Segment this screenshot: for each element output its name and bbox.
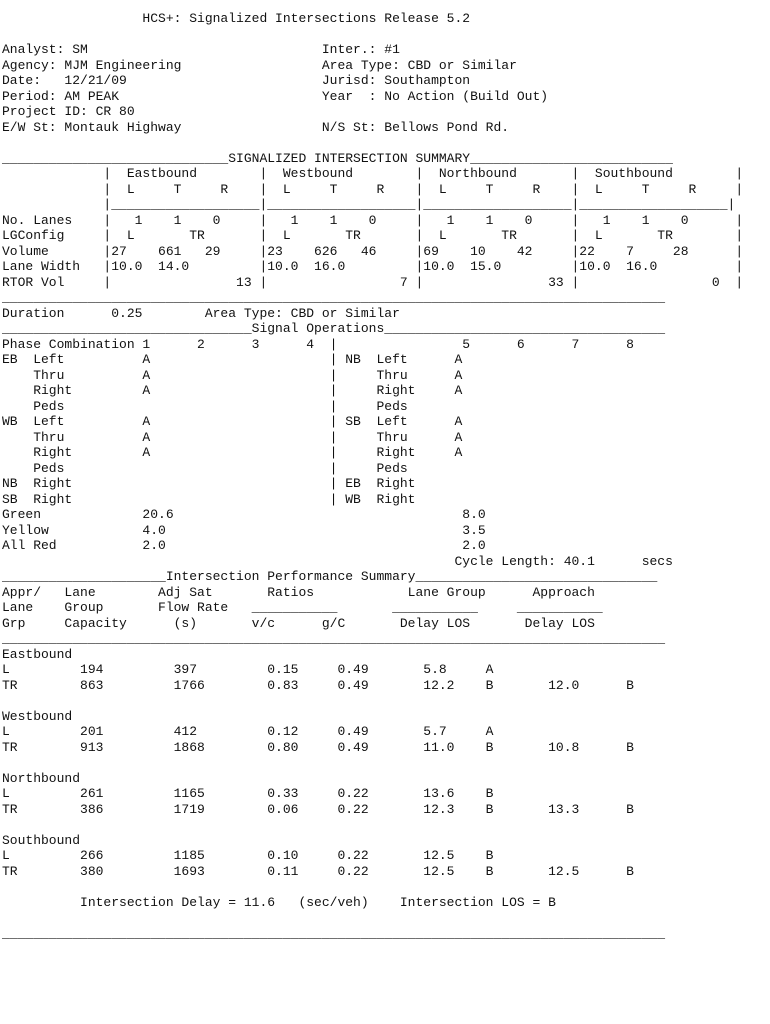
report-line <box>2 693 743 709</box>
report-line: Peds | Peds <box>2 398 408 414</box>
report-line: E/W St: Montauk Highway N/S St: Bellows Pond Rd. <box>2 119 510 135</box>
report-line: Westbound <box>2 708 73 724</box>
report-line: L 201 412 0.12 0.49 5.7 A <box>2 724 494 739</box>
report-line: NB Right | EB Right <box>2 476 416 491</box>
report-line: Period: AM PEAK Year : No Action (Build Out) <box>2 88 549 104</box>
report-line: EB Left A | NB Left A <box>2 352 463 367</box>
report-line: Agency: MJM Engineering Area Type: CBD or Similar <box>2 57 517 73</box>
report-line: Grp Capacity (s) v/c g/C Delay LOS Delay LOS <box>2 615 595 631</box>
report-line: Right A | Right A <box>2 445 463 460</box>
report-line: Thru A | Thru A <box>2 429 463 445</box>
report-line: No. Lanes | 1 1 0 | 1 1 0 | 1 1 0 | 1 1 0 | <box>2 212 744 228</box>
report-line <box>2 135 743 151</box>
report-line: _____________________________________________________________________________________ <box>2 631 666 646</box>
report-line: TR 863 1766 0.83 0.49 12.2 B 12.0 B <box>2 677 634 693</box>
report-line: Thru A | Thru A <box>2 367 463 383</box>
hcs-report <box>2 11 743 941</box>
report-line: Lane Group Flow Rate ___________ ___________ ___________ <box>2 600 603 615</box>
report-line: TR 386 1719 0.06 0.22 12.3 B 13.3 B <box>2 801 634 817</box>
report-line: L 266 1185 0.10 0.22 12.5 B <box>2 848 494 863</box>
report-line: Peds | Peds <box>2 460 408 476</box>
report-line: Right A | Right A <box>2 383 463 398</box>
report-line: Date: 12/21/09 Jurisd: Southampton <box>2 73 471 88</box>
report-line: _____________________Intersection Performance Summary_______________________________ <box>2 569 658 584</box>
report-line: Green 20.6 8.0 <box>2 507 486 522</box>
report-line <box>2 27 743 43</box>
report-line: SB Right | WB Right <box>2 491 416 507</box>
report-line <box>2 755 743 771</box>
report-line <box>2 879 743 895</box>
report-line: Eastbound <box>2 646 73 662</box>
report-line <box>2 910 743 926</box>
report-line: TR 380 1693 0.11 0.22 12.5 B 12.5 B <box>2 863 634 879</box>
report-line: All Red 2.0 2.0 <box>2 538 486 553</box>
report-line: HCS+: Signalized Intersections Release 5.2 <box>2 11 471 26</box>
report-line: Project ID: CR 80 <box>2 104 135 119</box>
report-line: Analyst: SM Inter.: #1 <box>2 42 400 57</box>
report-line: Appr/ Lane Adj Sat Ratios Lane Group Approach <box>2 584 595 600</box>
report-line: _____________________________________________________________________________________ <box>2 290 666 305</box>
report-line: L 194 397 0.15 0.49 5.8 A <box>2 662 494 677</box>
report-line: Intersection Delay = 11.6 (sec/veh) Intersection LOS = B <box>2 894 556 910</box>
report-line: _____________________________________________________________________________________ <box>2 925 666 941</box>
report-line: TR 913 1868 0.80 0.49 11.0 B 10.8 B <box>2 739 634 755</box>
report-line: L 261 1165 0.33 0.22 13.6 B <box>2 786 494 801</box>
report-line: Lane Width |10.0 14.0 |10.0 16.0 |10.0 15.0 |10.0 16.0 | <box>2 259 744 274</box>
report-line: ________________________________Signal Operations____________________________________ <box>2 321 666 336</box>
report-line: Yellow 4.0 3.5 <box>2 522 486 538</box>
report-line: Southbound <box>2 832 81 848</box>
report-line: Northbound <box>2 770 81 786</box>
report-line: | L T R | L T R | L T R | L T R | <box>2 181 744 197</box>
report-line: LGConfig | L TR | L TR | L TR | L TR | <box>2 228 744 243</box>
report-line: RTOR Vol | 13 | 7 | 33 | 0 | <box>2 274 744 290</box>
report-line: Cycle Length: 40.1 secs <box>2 553 673 569</box>
report-line: WB Left A | SB Left A <box>2 414 463 429</box>
report-line: Duration 0.25 Area Type: CBD or Similar <box>2 305 400 321</box>
report-line: |___________________|___________________|___________________|___________________| <box>2 197 736 212</box>
report-line <box>2 817 743 833</box>
report-line: | Eastbound | Westbound | Northbound | Southbound | <box>2 166 744 181</box>
report-line: Phase Combination 1 2 3 4 | 5 6 7 8 <box>2 336 634 352</box>
report-line: Volume |27 661 29 |23 626 46 |69 10 42 |22 7 28 | <box>2 243 744 259</box>
report-line: _____________________________SIGNALIZED INTERSECTION SUMMARY__________________________ <box>2 150 673 166</box>
